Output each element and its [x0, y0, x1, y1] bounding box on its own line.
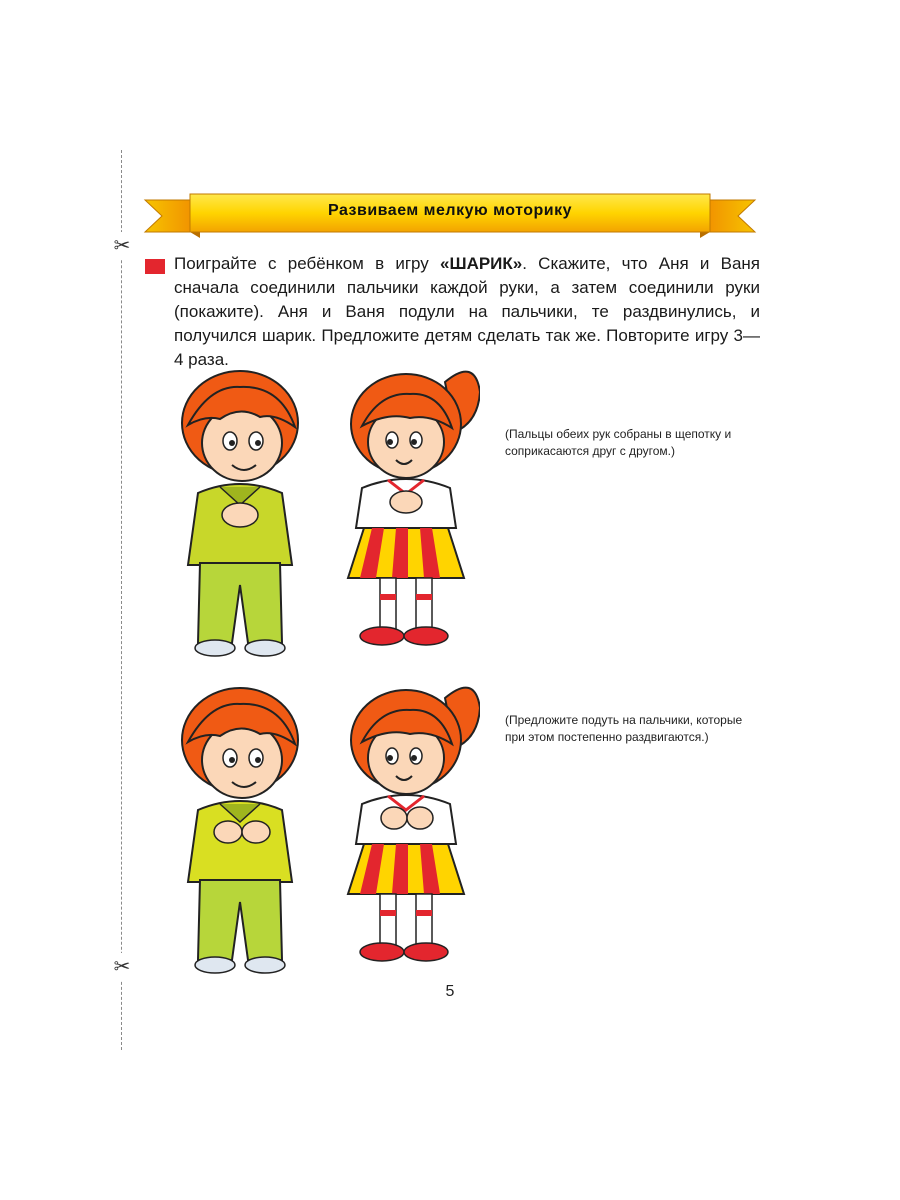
note-1: (Пальцы обеих рук собраны в щепотку и соприкасаются друг с другом.) — [505, 427, 732, 458]
girl-illustration — [340, 352, 480, 657]
girl-illustration — [340, 668, 480, 973]
note-2: (Предложите подуть на пальчики, которые при этом постепенно раздвигаются.) — [505, 713, 743, 744]
boy-illustration — [170, 365, 310, 665]
cut-line — [121, 150, 122, 1050]
section-ribbon — [140, 188, 760, 240]
instruction-before: Поиграйте с ребёнком в игру — [174, 254, 441, 273]
boy-illustration — [170, 682, 310, 982]
scissors-icon: ✂ — [112, 953, 132, 981]
bullet-marker — [145, 259, 165, 274]
section-title: Развиваем мелкую моторику — [328, 202, 572, 219]
scissors-icon: ✂ — [112, 232, 132, 260]
game-name: «ШАРИК» — [440, 254, 523, 273]
page-number: 5 — [445, 983, 455, 1000]
instruction-after: . Скажите, что Аня и Ваня сначала соединили пальчики каждой руки, а затем соединили руки (покажите). Аня и Ваня подули на пальчики, те раздвинулись, и получился шарик. Предложите детям сделать так же. Повторите игру 3—4 раза. — [174, 254, 760, 369]
